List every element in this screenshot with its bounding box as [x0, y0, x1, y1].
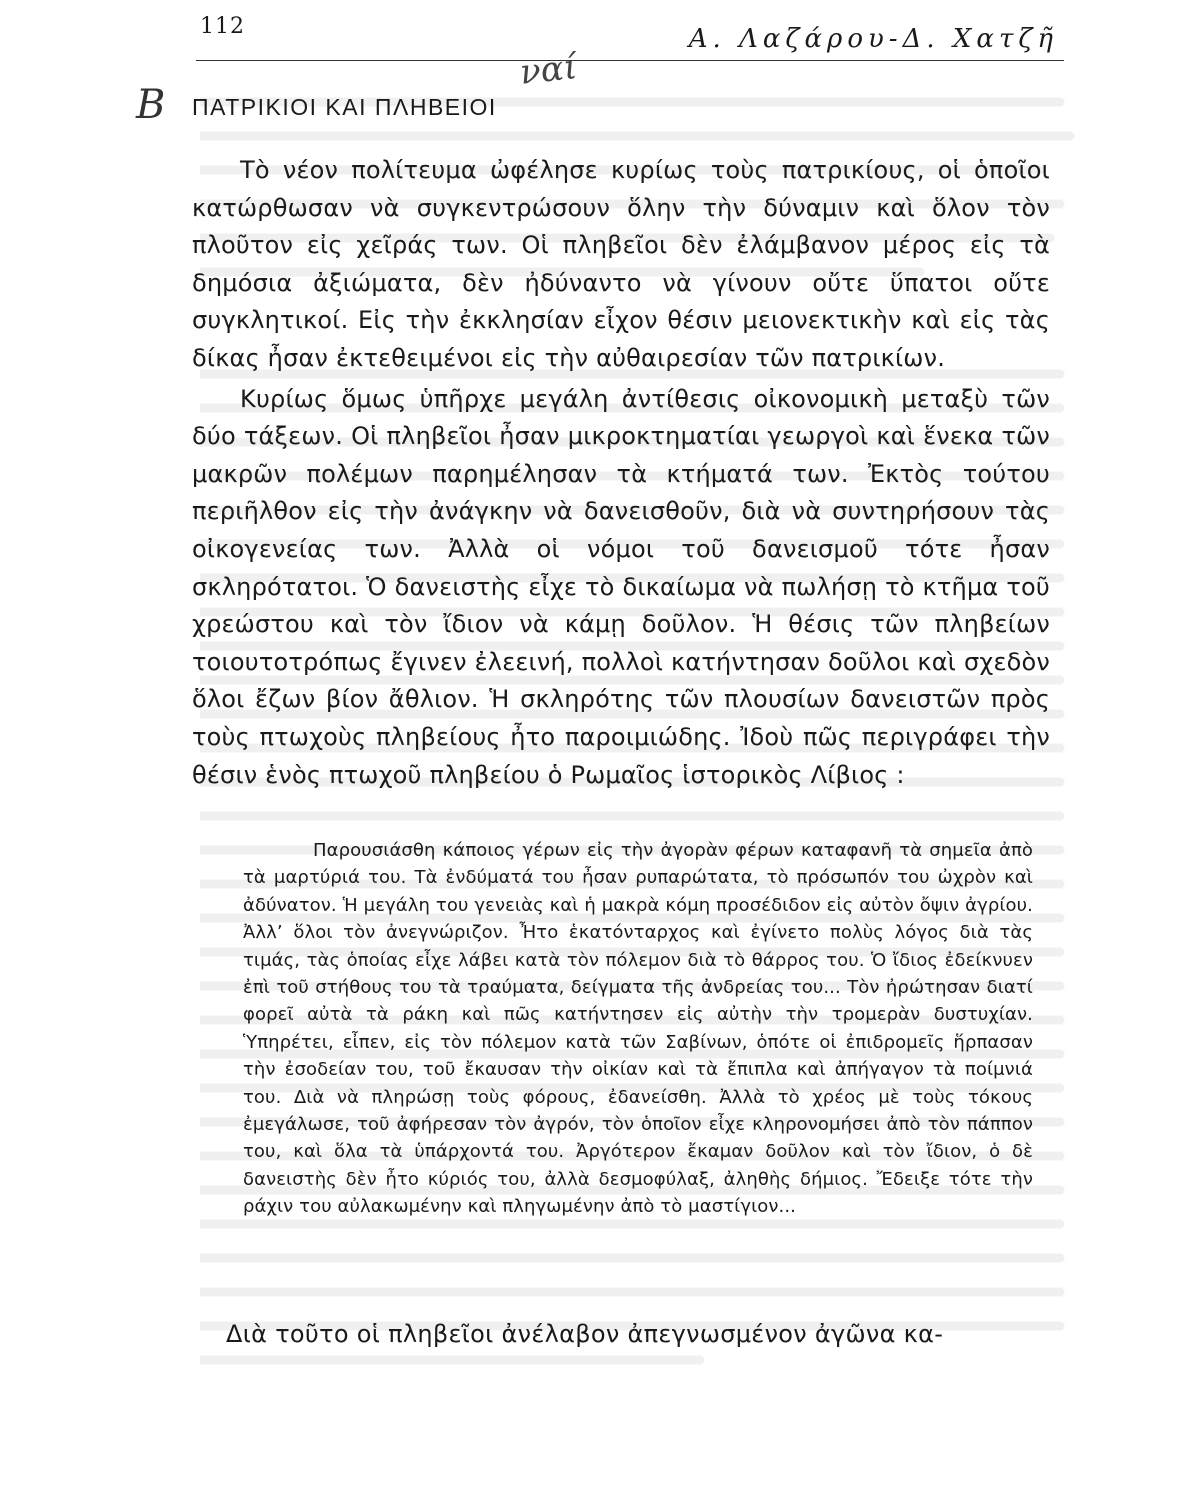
running-head: Α. Λαζάρου-Δ. Χατζῆ	[688, 24, 1058, 54]
body-text	[192, 152, 1050, 794]
page-number: 112	[200, 14, 245, 39]
paragraph-1: Τὸ νέον πολίτευμα ὠφέλησε κυρίως τοὺς πατρικίους, οἱ ὁποῖοι κατώρθωσαν νὰ συγκεντρώσουν ὅλην τὴν δύναμιν καὶ ὅλον τὸν πλοῦτον εἰς χεῖράς των. Οἱ πληβεῖοι δὲν ἐλάμβανον μέρος εἰς τὰ δημόσια ἀξιώματα, δὲν ἠδύναντο νὰ γίνουν οὔτε ὕπατοι οὔτε συγκλητικοί. Εἰς τὴν ἐκκλησίαν εἶχον θέσιν μειονεκτικὴν καὶ εἰς τὰς δίκας ἦσαν ἐκτεθειμένοι εἰς τὴν αὐθαιρεσίαν τῶν πατρικίων.	[192, 156, 1050, 372]
handwritten-margin-letter: B	[136, 82, 166, 128]
closing-line: Διὰ τοῦτο οἱ πληβεῖοι ἀνέλαβον ἀπεγνωσμένον ἀγῶνα κα-	[226, 1320, 944, 1348]
header-rule	[196, 60, 1064, 61]
livy-quotation	[243, 837, 1033, 1221]
section-title: ΠΑΤΡΙΚΙΟΙ ΚΑΙ ΠΛΗΒΕΙΟΙ	[192, 94, 497, 120]
paragraph-2: Κυρίως ὅμως ὑπῆρχε μεγάλη ἀντίθεσις οἰκονομικὴ μεταξὺ τῶν δύο τάξεων. Οἱ πληβεῖοι ἦσαν μικροκτηματίαι γεωργοὶ καὶ ἕνεκα τῶν μακρῶν πολέμων παρημέλησαν τὰ κτήματά των. Ἐκτὸς τούτου περιῆλθον εἰς τὴν ἀνάγκην νὰ δανεισθοῦν, διὰ νὰ συντηρήσουν τὰς οἰκογενείας των. Ἀλλὰ οἱ νόμοι τοῦ δανεισμοῦ τότε ἦσαν σκληρότατοι. Ὁ δανειστὴς εἶχε τὸ δικαίωμα νὰ πωλήσῃ τὸ κτῆμα τοῦ χρεώστου καὶ τὸν ἴδιον νὰ κάμῃ δοῦλον. Ἡ θέσις τῶν πληβείων τοιουτοτρόπως ἔγινεν ἐλεεινή, πολλοὶ κατήντησαν δοῦλοι καὶ σχεδὸν ὅλοι ἔζων βίον ἄθλιον. Ἡ σκληρότης τῶν πλουσίων δανειστῶν πρὸς τοὺς πτωχοὺς πληβείους ἦτο παροιμιώδης. Ἰδοὺ πῶς περιγράφει τὴν θέσιν ἑνὸς πτωχοῦ πληβείου ὁ Ρωμαῖος ἱστορικὸς Λίβιος :	[192, 384, 1050, 789]
quotation-text: Παρουσιάσθη κάποιος γέρων εἰς τὴν ἀγορὰν φέρων καταφανῆ τὰ σημεῖα ἀπὸ τὰ μαρτύριά του. Τὰ ἐνδύματά του ἦσαν ρυπαρώτατα, τὸ πρόσωπόν του ὠχρὸν καὶ ἀδύνατον. Ἡ μεγάλη του γενειὰς καὶ ἡ μακρὰ κόμη προσέδιδον εἰς αὐτὸν ὄψιν ἀγρίου. Ἀλλ’ ὅλοι τὸν ἀνεγνώριζον. Ἦτο ἑκατόνταρχος καὶ ἐγίνετο πολὺς λόγος διὰ τὰς τιμάς, τὰς ὁποίας εἶχε λάβει κατὰ τὸν πόλεμον διὰ τὸ θάρρος του. Ὁ ἴδιος ἐδείκνυεν ἐπὶ τοῦ στήθους του τὰ τραύματα, δείγματα τῆς ἀνδρείας του... Τὸν ἠρώτησαν διατί φορεῖ αὐτὰ τὰ ράκη καὶ πῶς κατήντησεν εἰς αὐτὴν τὴν τρομερὰν δυστυχίαν. Ὑπηρέτει, εἶπεν, εἰς τὸν πόλεμον κατὰ τῶν Σαβίνων, ὁπότε οἱ ἐπιδρομεῖς ἥρπασαν τὴν ἐσοδείαν του, τοῦ ἔκαυσαν τὴν οἰκίαν καὶ τὰ ἔπιπλα καὶ ἀπήγαγον τὰ ποίμνιά του. Διὰ νὰ πληρώσῃ τοὺς φόρους, ἐδανείσθη. Ἀλλὰ τὸ χρέος μὲ τοὺς τόκους ἐμεγάλωσε, τοῦ ἀφήρεσαν τὸν ἀγρόν, τὸν ὁποῖον εἶχε κληρονομήσει ἀπὸ τὸν πάππον του, καὶ ὅλα τὰ ὑπάρχοντά του. Ἀργότερον ἔκαμαν δοῦλον καὶ τὸν ἴδιον, ὁ δὲ δανειστὴς δὲν ἦτο κύριός του, ἀλλὰ δεσμοφύλαξ, ἀληθὴς δήμιος. Ἔδειξε τότε τὴν ράχιν του αὐλακωμένην καὶ πληγωμένην ἀπὸ τὸ μαστίγιον...	[243, 840, 1033, 1218]
handwritten-inserted-word: ναί	[518, 47, 579, 93]
